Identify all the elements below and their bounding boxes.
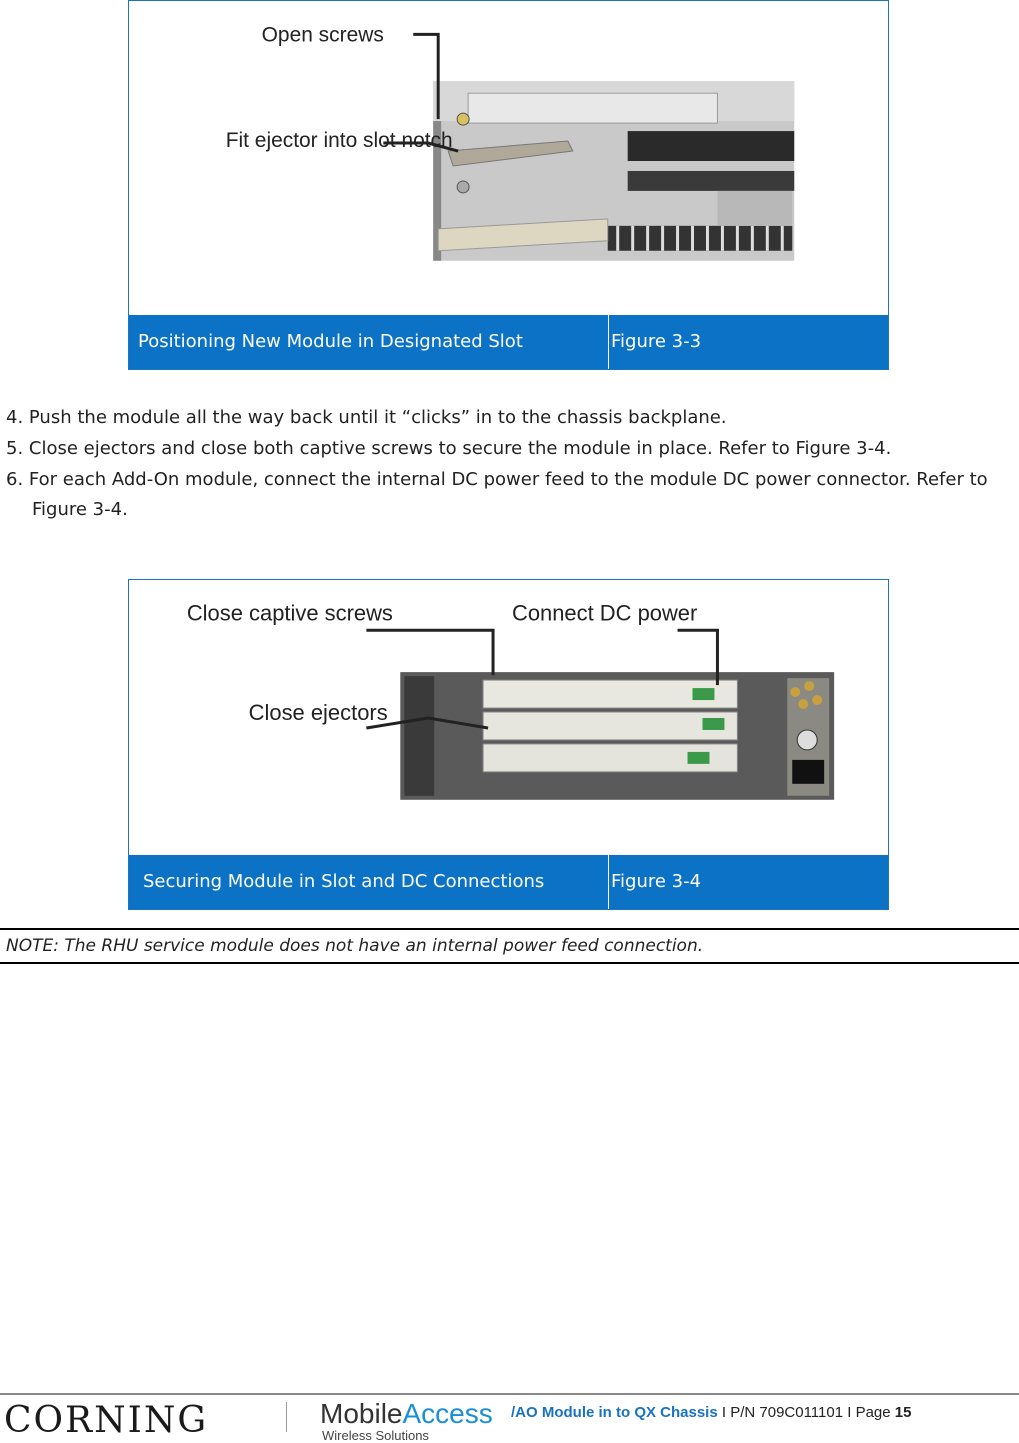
footer-page-number: 15 — [894, 1404, 912, 1421]
figure-3-4 — [128, 579, 889, 910]
callout-connect-dc-power: Connect DC power — [511, 600, 698, 626]
step-4: 4. Push the module all the way back until it “clicks” in to the chassis backplane. — [6, 407, 727, 428]
note-box: NOTE: The RHU service module does not have an internal power feed connection. — [0, 928, 1019, 964]
logo-accent: Access — [402, 1398, 493, 1429]
figure-3-4-number: Figure 3-4 — [611, 871, 702, 892]
logo-main: Mobile — [320, 1398, 403, 1429]
callout-fit-ejector-line: Fit ejector into slot notch — [225, 129, 453, 153]
figure-3-3-caption-bar — [129, 315, 888, 369]
corning-logo: CORNING — [4, 1400, 209, 1441]
callout-close-captive-screws: Close captive screws — [186, 600, 393, 626]
footer-separator — [286, 1402, 287, 1432]
logo-subtitle: Wireless Solutions — [322, 1428, 429, 1443]
mobileaccess-logo — [320, 1398, 493, 1430]
figure-3-3-caption-title: Positioning New Module in Designated Slot — [138, 331, 523, 352]
figure-3-3 — [128, 0, 889, 370]
callout-open-screws: Open screws — [261, 23, 384, 47]
footer-doc-title: /AO Module in to QX Chassis — [511, 1404, 718, 1421]
footer-doc-info — [511, 1404, 911, 1421]
figure-3-4-caption-bar — [129, 855, 888, 909]
callout-close-ejectors: Close ejectors — [248, 699, 388, 725]
instruction-steps — [6, 403, 1006, 525]
page-footer — [0, 1390, 1019, 1443]
figure-3-3-photo — [129, 1, 888, 317]
footer-rule — [0, 1393, 1019, 1395]
caption-divider — [608, 315, 609, 369]
step-5: 5. Close ejectors and close both captive screws to secure the module in place. Refer to Figure 3-4. — [6, 438, 892, 459]
figure-3-4-caption-title: Securing Module in Slot and DC Connections — [143, 871, 545, 892]
callout-fit-ejector — [226, 129, 453, 152]
footer-pn: I P/N 709C011101 I Page — [717, 1404, 895, 1421]
caption-divider — [608, 855, 609, 909]
figure-3-4-photo — [129, 580, 888, 856]
step-6: 6. For each Add-On module, connect the internal DC power feed to the module DC power connector. Refer to Figure 3-4. — [6, 469, 988, 520]
figure-3-3-number: Figure 3-3 — [611, 331, 702, 352]
